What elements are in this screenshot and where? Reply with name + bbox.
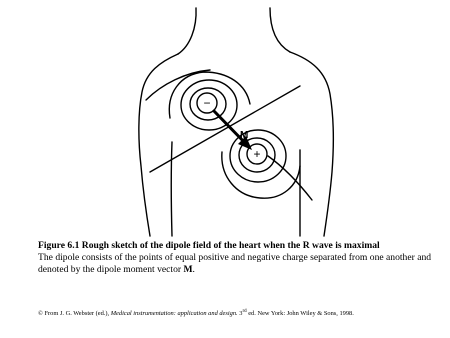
- source-credit: [38, 310, 448, 318]
- caption-body-prefix: The dipole consists of the points of equal positive and negative charge separated from one another and denoted by the dipole moment vector: [38, 252, 432, 275]
- credit-book-title: Medical instrumentation: application and design.: [110, 310, 238, 317]
- neck-left-outline: [178, 8, 196, 54]
- figure-caption: [38, 240, 443, 276]
- credit-prefix: © From J. G. Webster (ed.),: [38, 310, 111, 317]
- field-line-right-lower: [268, 156, 312, 200]
- left-underarm-outline: [171, 142, 172, 236]
- neck-right-outline: [270, 8, 290, 52]
- caption-body-vector: M: [183, 264, 193, 275]
- credit-edition-number: 3: [237, 310, 243, 317]
- positive-charge-symbol: +: [253, 147, 261, 161]
- negative-charge-symbol: −: [203, 96, 211, 110]
- caption-title: Figure 6.1 Rough sketch of the dipole field of the heart when the R wave is maximal: [38, 240, 380, 251]
- right-shoulder-outline: [290, 52, 333, 236]
- caption-body-suffix: .: [192, 264, 195, 275]
- credit-edition-suffix: rd: [242, 308, 247, 314]
- positive-pole-ring-4: [222, 152, 300, 198]
- credit-rest: ed. New York: John Wiley & Sons, 1998.: [246, 310, 354, 317]
- vector-label: M: [240, 130, 249, 141]
